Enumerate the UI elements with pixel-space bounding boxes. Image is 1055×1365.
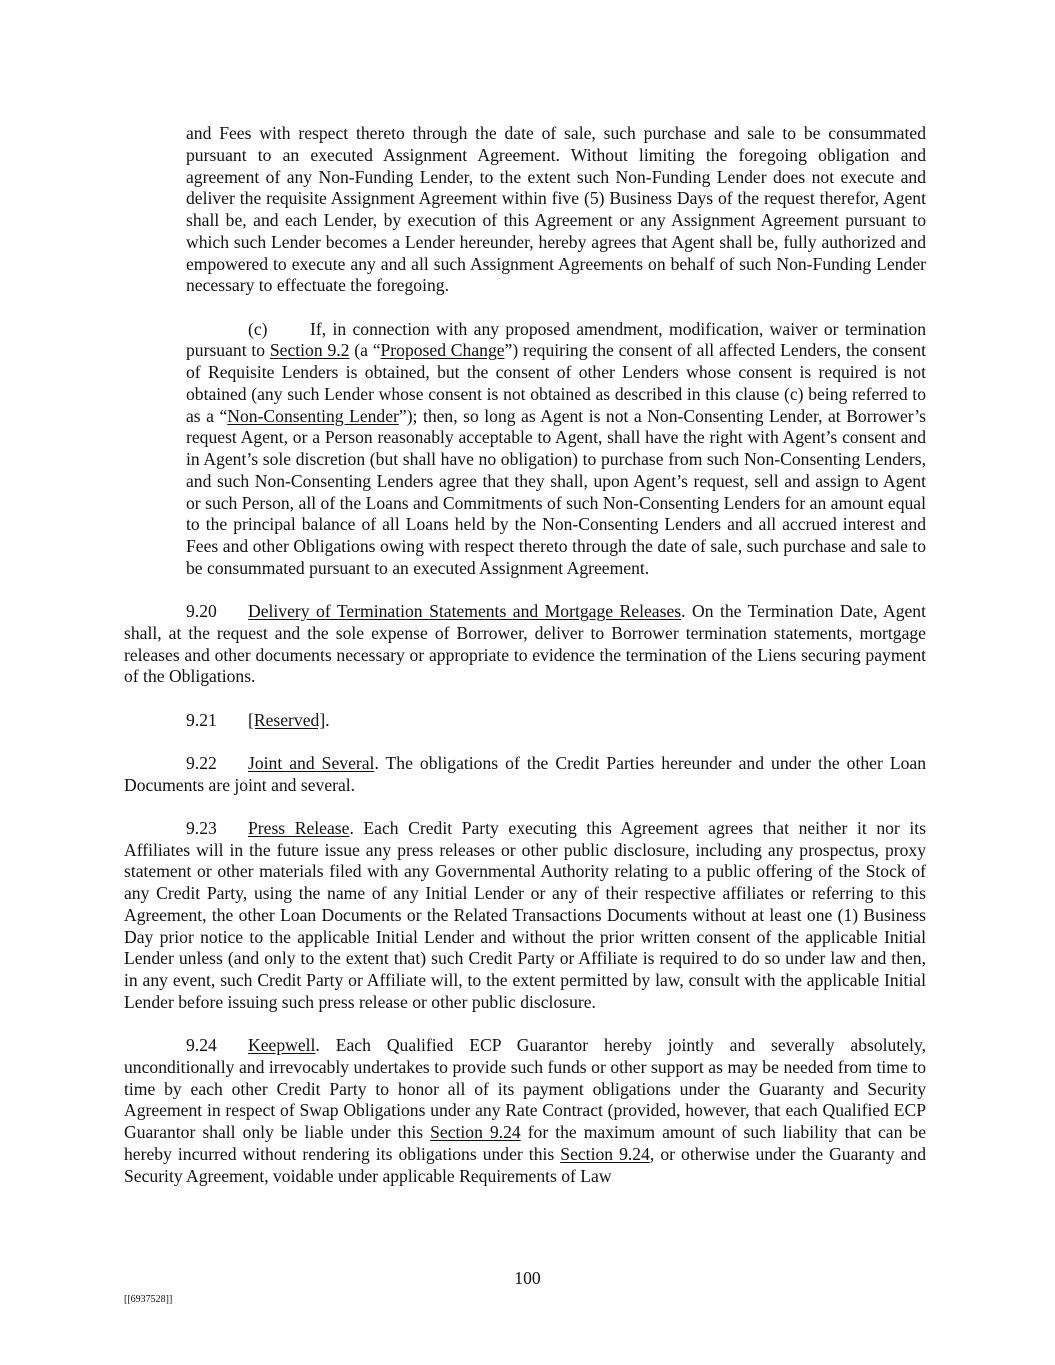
paragraph-text: ”); then, so long as Agent is not a Non-Consenting Lender, at Borrower’s request Agent, or a Person reasonably acceptable to Agent, shall have the right with Agent’s consent and in Agent’s sole discretion (but shall have no obligation) to purchase from such Non-Consenting Lenders, and such Non-Consenting Lenders agree that they shall, upon Agent’s request, sell and assign to Agent or such Person, all of the Loans and Commitments of such Non-Consenting Lenders for an amount equal to the principal balance of all Loans held by the Non-Consenting Lenders and all accrued interest and Fees and other Obligations owing with respect thereto through the date of sale, such purchase and sale to be consummated pursuant to an executed Assignment Agreement. (186, 405, 926, 578)
section-9-24 (124, 1035, 926, 1187)
section-number: 9.24 (186, 1035, 217, 1055)
section-number: 9.23 (186, 817, 217, 838)
section-body: , or otherwise under the Guaranty and Security Agreement, voidable under applicable Requirements of Law (124, 1143, 927, 1186)
section-number: 9.21 (186, 709, 217, 730)
clause-label: (c) (248, 318, 268, 339)
section-heading: Delivery of Termination Statements and Mortgage Releases (248, 601, 682, 621)
section-heading: Press Release (248, 817, 350, 838)
section-body: . Each Credit Party executing this Agreement agrees that neither it nor its Affiliates will in the future issue any press releases or other public disclosure, including any prospectus, proxy statement or other materials filed with any Governmental Authority relating to a public offering of the Stock of any Credit Party, using the name of any Initial Lender or any of their respective affiliates or referring to this Agreement, the other Loan Documents or the Related Transactions Documents without at least one (1) Business Day prior notice to the applicable Initial Lender and without the prior written consent of the applicable Initial Lender unless (and only to the extent that) such Credit Party or Affiliate is required to do so under law and then, in any event, such Credit Party or Affiliate will, to the extent permitted by law, consult with the applicable Initial Lender before issuing such press release or other public disclosure. (124, 817, 926, 1012)
section-9-21 (124, 710, 926, 732)
section-body: . The obligations of the Credit Parties hereunder and under the other Loan Documents are joint and several. (124, 752, 926, 795)
section-body: . On the Termination Date, Agent shall, at the request and the sole expense of Borrower, deliver to Borrower termination statements, mortgage releases and other documents necessary or appropriate to evidence the termination of the Liens securing payment of the Obligations. (124, 601, 926, 687)
document-body (124, 123, 926, 1209)
paragraph-b-continuation: and Fees with respect thereto through the date of sale, such purchase and sale to be consummated pursuant to an executed Assignment Agreement. Without limiting the foregoing obligation and agreement of any Non-Funding Lender, to the extent such Non-Funding Lender does not execute and deliver the requisite Assignment Agreement within five (5) Business Days of the request therefor, Agent shall be, and each Lender, by execution of this Agreement or any Assignment Agreement pursuant to which such Lender becomes a Lender hereunder, hereby agrees that Agent shall be, fully authorized and empowered to execute any and all such Assignment Agreements on behalf of such Non-Funding Lender necessary to effectuate the foregoing. (186, 123, 926, 296)
section-reference: Section 9.2 (269, 340, 350, 361)
section-body: for the maximum amount of such liability that can be hereby incurred without rendering its obligations under this (124, 1122, 927, 1164)
section-9-22 (124, 753, 926, 797)
section-9-23 (124, 818, 926, 1014)
section-reference: Section 9.24 (430, 1122, 521, 1142)
document-id: [[6937528]] (124, 1294, 173, 1305)
section-heading: [Reserved] (248, 709, 326, 730)
section-heading: Joint and Several (248, 752, 375, 773)
section-9-20 (124, 601, 926, 688)
paragraph-c (186, 319, 926, 580)
defined-term: Non-Consenting Lender (227, 405, 399, 426)
section-heading: Keepwell (248, 1035, 316, 1055)
paragraph-text: ”) requiring the consent of all affected Lenders, the consent of Requisite Lenders is obtained, but the consent of other Lenders whose consent is required is not obtained (any such Lender whose consent is not obtained as described in this clause (c) being referred to as a “ (186, 340, 926, 426)
paragraph-text: (a “ (349, 340, 381, 361)
paragraph-text: If, in connection with any proposed amendment, modification, waiver or termination pursuant to (186, 318, 926, 361)
defined-term: Proposed Change (380, 340, 505, 361)
section-number: 9.22 (186, 752, 217, 773)
section-body: . Each Qualified ECP Guarantor hereby jointly and severally absolutely, unconditionally and irrevocably undertakes to provide such funds or other support as may be needed from time to time by each other Credit Party to honor all of its payment obligations under the Guaranty and Security Agreement in respect of Swap Obligations under any Rate Contract (provided, however, that each Qualified ECP Guarantor shall only be liable under this (124, 1035, 926, 1142)
section-number: 9.20 (186, 601, 217, 621)
section-body: . (325, 709, 330, 730)
section-reference: Section 9.24 (560, 1143, 650, 1164)
page-number: 100 (514, 1268, 541, 1288)
